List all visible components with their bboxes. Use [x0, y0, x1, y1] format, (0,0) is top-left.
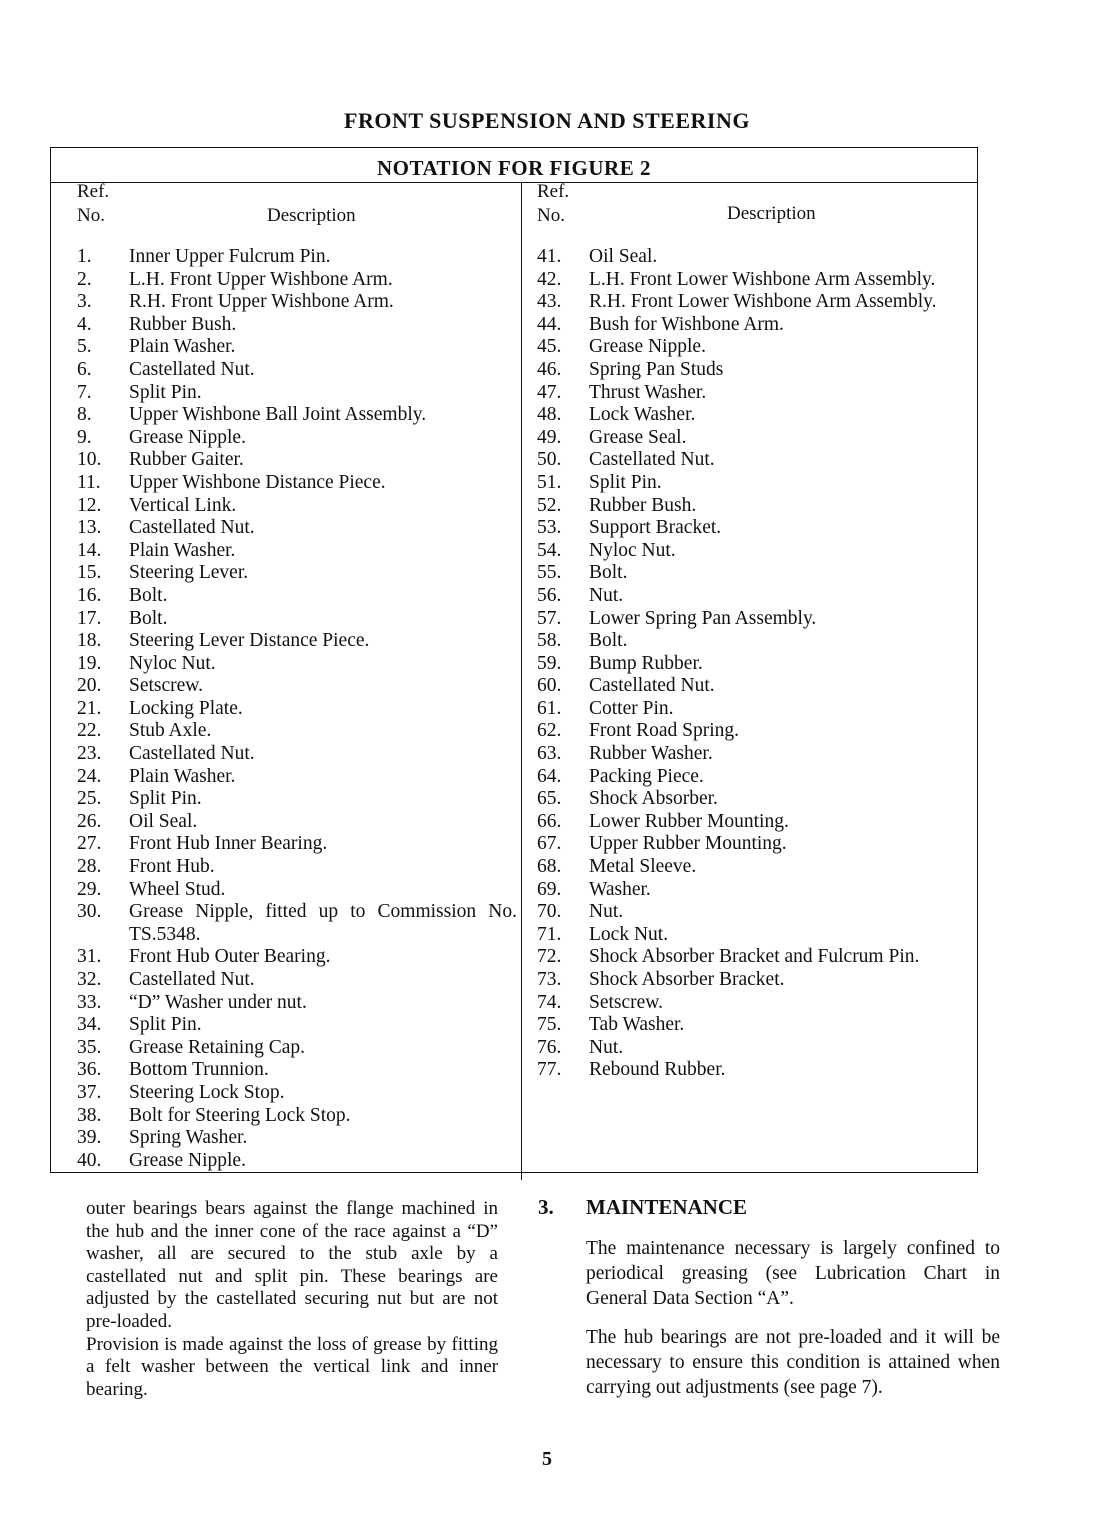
item-description: Lower Rubber Mounting.	[589, 810, 789, 832]
item-description: Nut.	[589, 1036, 624, 1058]
item-description: Lower Spring Pan Assembly.	[589, 607, 817, 629]
list-item	[77, 608, 517, 631]
page-title: FRONT SUSPENSION AND STEERING	[344, 108, 750, 133]
item-description: Thrust Washer.	[589, 381, 707, 403]
list-item	[77, 630, 517, 653]
list-item	[77, 585, 517, 608]
item-description: Rubber Bush.	[589, 494, 697, 516]
list-item	[77, 720, 517, 743]
item-number: 36.	[77, 1059, 102, 1081]
list-item	[77, 427, 517, 450]
item-number: 25.	[77, 788, 102, 810]
item-description: Front Hub.	[129, 856, 215, 878]
header-no: No.	[537, 205, 565, 226]
item-description: Bolt.	[129, 584, 168, 606]
list-item	[77, 404, 517, 427]
item-number: 42.	[537, 268, 562, 290]
item-number: 51.	[537, 471, 562, 493]
item-number: 19.	[77, 652, 102, 674]
page-number: 5	[542, 1448, 552, 1470]
item-number: 70.	[537, 901, 562, 923]
item-description: Castellated Nut.	[589, 449, 715, 471]
table-column-divider	[521, 182, 522, 1180]
item-number: 24.	[77, 765, 102, 787]
list-item	[537, 562, 967, 585]
item-number: 22.	[77, 720, 102, 742]
paragraph: outer bearings bears against the flange machined in the hub and the inner cone of the race against a “D” washer, all are secured to the stub axle by a castellated nut and split pin. These bearings are adjusted by the castellated securing nut but are not pre-loaded.	[86, 1198, 498, 1332]
item-number: 44.	[537, 313, 562, 335]
list-item	[537, 946, 967, 969]
notation-table	[50, 147, 978, 1173]
item-number: 4.	[77, 313, 92, 335]
item-description: Front Hub Inner Bearing.	[129, 833, 328, 855]
item-description: Setscrew.	[129, 675, 204, 697]
item-description: Bush for Wishbone Arm.	[589, 313, 784, 335]
item-description: Oil Seal.	[129, 810, 198, 832]
item-description: Steering Lever Distance Piece.	[129, 630, 370, 652]
item-description: Shock Absorber Bracket.	[589, 969, 785, 990]
item-description: Castellated Nut.	[589, 675, 715, 697]
item-number: 41.	[537, 246, 562, 267]
item-number: 2.	[77, 268, 92, 290]
item-description: Tab Washer.	[589, 1014, 685, 1036]
item-description: Inner Upper Fulcrum Pin.	[129, 246, 331, 267]
item-description: Split Pin.	[129, 788, 202, 810]
item-number: 55.	[537, 562, 562, 584]
item-number: 66.	[537, 810, 562, 832]
list-item	[537, 856, 967, 879]
item-number: 53.	[537, 517, 562, 539]
list-item	[537, 359, 967, 382]
list-item	[537, 766, 967, 789]
list-item	[537, 924, 967, 947]
item-description: Grease Nipple, fitted up to Commission No. TS.5348.	[129, 901, 517, 945]
paragraph: Provision is made against the loss of grease by fitting a felt washer between the vertical link and inner bearing.	[86, 1333, 498, 1400]
item-number: 72.	[537, 946, 562, 968]
item-number: 60.	[537, 675, 562, 697]
item-number: 30.	[77, 901, 102, 923]
item-number: 14.	[77, 539, 102, 561]
item-description: Split Pin.	[129, 381, 202, 403]
item-number: 12.	[77, 494, 102, 516]
item-number: 59.	[537, 652, 562, 674]
item-description: Grease Nipple.	[129, 426, 246, 448]
item-number: 7.	[77, 381, 92, 403]
list-item	[537, 1014, 967, 1037]
item-number: 48.	[537, 404, 562, 426]
item-number: 1.	[77, 246, 92, 267]
list-item	[77, 698, 517, 721]
list-item	[537, 291, 967, 314]
item-number: 57.	[537, 607, 562, 629]
item-description: Castellated Nut.	[129, 743, 255, 765]
item-number: 15.	[77, 562, 102, 584]
item-number: 39.	[77, 1127, 102, 1149]
list-item	[77, 540, 517, 563]
table-header-divider	[51, 182, 977, 183]
item-number: 62.	[537, 720, 562, 742]
list-item	[77, 946, 517, 969]
item-number: 68.	[537, 856, 562, 878]
list-item	[537, 992, 967, 1015]
list-item	[77, 811, 517, 834]
item-number: 58.	[537, 630, 562, 652]
item-number: 5.	[77, 336, 92, 358]
item-description: Rubber Gaiter.	[129, 449, 244, 471]
list-item	[537, 517, 967, 540]
list-item	[77, 1059, 517, 1082]
list-item	[537, 336, 967, 359]
item-number: 33.	[77, 991, 102, 1013]
list-item	[77, 879, 517, 902]
item-description: Packing Piece.	[589, 765, 704, 787]
item-number: 26.	[77, 810, 102, 832]
list-item	[77, 382, 517, 405]
item-description: Nut.	[589, 901, 624, 923]
list-item	[537, 314, 967, 337]
item-description: Split Pin.	[589, 471, 662, 493]
list-item	[77, 992, 517, 1015]
item-number: 77.	[537, 1059, 562, 1081]
item-description: Bolt.	[589, 630, 628, 652]
item-description: Steering Lock Stop.	[129, 1081, 285, 1103]
list-item	[537, 811, 967, 834]
list-item	[77, 314, 517, 337]
list-item	[77, 1127, 517, 1150]
list-item	[77, 495, 517, 518]
paragraph: The hub bearings are not pre-loaded and it will be necessary to ensure this condition is attained when carrying out adjustments (see page 7).	[586, 1327, 1000, 1398]
list-item	[537, 246, 967, 269]
list-item	[537, 449, 967, 472]
list-item	[77, 269, 517, 292]
item-number: 8.	[77, 404, 92, 426]
item-number: 38.	[77, 1104, 102, 1126]
item-description: Lock Nut.	[589, 923, 669, 945]
item-number: 35.	[77, 1036, 102, 1058]
list-item	[77, 449, 517, 472]
section-title: MAINTENANCE	[586, 1195, 748, 1219]
item-description: Grease Seal.	[589, 426, 687, 448]
item-description: Stub Axle.	[129, 720, 212, 742]
item-description: Castellated Nut.	[129, 517, 255, 539]
item-description: Rebound Rubber.	[589, 1059, 726, 1081]
item-number: 40.	[77, 1149, 102, 1171]
list-item	[77, 1082, 517, 1105]
list-item	[537, 608, 967, 631]
item-number: 20.	[77, 675, 102, 697]
notation-list-right	[537, 246, 967, 1082]
section-number: 3.	[538, 1195, 554, 1219]
item-number: 47.	[537, 381, 562, 403]
list-item	[77, 472, 517, 495]
item-number: 10.	[77, 449, 102, 471]
item-description: Upper Wishbone Ball Joint Assembly.	[129, 404, 427, 426]
list-item	[537, 1059, 967, 1082]
header-no: No.	[77, 205, 105, 226]
list-item	[537, 495, 967, 518]
item-number: 21.	[77, 697, 102, 719]
list-item	[77, 788, 517, 811]
item-number: 3.	[77, 291, 92, 313]
item-description: Metal Sleeve.	[589, 856, 697, 878]
item-description: Split Pin.	[129, 1014, 202, 1036]
list-item	[537, 698, 967, 721]
list-item	[77, 1014, 517, 1037]
item-description: Steering Lever.	[129, 562, 249, 584]
item-number: 31.	[77, 946, 102, 968]
item-description: Bottom Trunnion.	[129, 1059, 269, 1081]
list-item	[77, 291, 517, 314]
notation-list-left	[77, 246, 517, 1172]
item-number: 6.	[77, 358, 92, 380]
item-number: 76.	[537, 1036, 562, 1058]
item-description: Washer.	[589, 878, 651, 900]
item-description: Setscrew.	[589, 991, 664, 1013]
item-number: 29.	[77, 878, 102, 900]
item-number: 69.	[537, 878, 562, 900]
list-item	[537, 675, 967, 698]
item-number: 64.	[537, 765, 562, 787]
item-number: 45.	[537, 336, 562, 358]
list-item	[537, 743, 967, 766]
item-number: 27.	[77, 833, 102, 855]
item-number: 50.	[537, 449, 562, 471]
list-item	[77, 833, 517, 856]
list-item	[537, 653, 967, 676]
list-item	[77, 743, 517, 766]
item-description: Spring Washer.	[129, 1127, 248, 1149]
item-number: 13.	[77, 517, 102, 539]
list-item	[537, 720, 967, 743]
item-description: Grease Retaining Cap.	[129, 1036, 305, 1058]
list-item	[537, 585, 967, 608]
item-description: Nyloc Nut.	[589, 539, 676, 561]
item-number: 18.	[77, 630, 102, 652]
list-item	[77, 1037, 517, 1060]
list-item	[537, 540, 967, 563]
list-item	[537, 879, 967, 902]
item-number: 67.	[537, 833, 562, 855]
item-description: Rubber Washer.	[589, 743, 713, 765]
list-item	[537, 404, 967, 427]
item-description: Vertical Link.	[129, 494, 237, 516]
item-number: 32.	[77, 969, 102, 990]
maintenance-heading	[538, 1195, 747, 1220]
item-description: Front Road Spring.	[589, 720, 740, 742]
item-description: Castellated Nut.	[129, 358, 255, 380]
body-text-left	[86, 1198, 498, 1401]
item-description: Cotter Pin.	[589, 697, 674, 719]
item-number: 49.	[537, 426, 562, 448]
item-number: 74.	[537, 991, 562, 1013]
list-item	[537, 901, 967, 924]
item-number: 73.	[537, 969, 562, 990]
item-description: Spring Pan Studs	[589, 358, 724, 380]
item-number: 52.	[537, 494, 562, 516]
item-number: 75.	[537, 1014, 562, 1036]
item-description: Castellated Nut.	[129, 969, 255, 990]
list-item	[77, 856, 517, 879]
item-description: Plain Washer.	[129, 765, 236, 787]
item-description: L.H. Front Lower Wishbone Arm Assembly.	[589, 268, 936, 290]
item-description: Locking Plate.	[129, 697, 243, 719]
item-description: Bolt.	[129, 607, 168, 629]
list-item	[537, 788, 967, 811]
item-description: Upper Wishbone Distance Piece.	[129, 471, 386, 493]
header-description: Description	[727, 203, 816, 224]
item-number: 17.	[77, 607, 102, 629]
item-description: “D” Washer under nut.	[129, 991, 307, 1013]
item-number: 65.	[537, 788, 562, 810]
list-item	[77, 517, 517, 540]
item-description: L.H. Front Upper Wishbone Arm.	[129, 268, 393, 290]
list-item	[77, 562, 517, 585]
item-number: 71.	[537, 923, 562, 945]
list-item	[537, 1037, 967, 1060]
item-description: Oil Seal.	[589, 246, 658, 267]
item-number: 37.	[77, 1081, 102, 1103]
item-number: 56.	[537, 584, 562, 606]
item-description: Upper Rubber Mounting.	[589, 833, 787, 855]
item-description: Shock Absorber Bracket and Fulcrum Pin.	[589, 946, 920, 968]
item-description: Wheel Stud.	[129, 878, 226, 900]
item-number: 23.	[77, 743, 102, 765]
list-item	[77, 246, 517, 269]
list-item	[537, 427, 967, 450]
item-number: 9.	[77, 426, 92, 448]
list-item	[537, 472, 967, 495]
notation-title: NOTATION FOR FIGURE 2	[377, 156, 651, 180]
list-item	[77, 653, 517, 676]
list-item	[77, 675, 517, 698]
header-description: Description	[267, 205, 356, 226]
list-item	[77, 901, 517, 946]
item-number: 34.	[77, 1014, 102, 1036]
item-number: 28.	[77, 856, 102, 878]
item-description: R.H. Front Lower Wishbone Arm Assembly.	[589, 291, 937, 313]
item-number: 63.	[537, 743, 562, 765]
header-ref: Ref.	[77, 181, 110, 202]
list-item	[537, 269, 967, 292]
item-description: Plain Washer.	[129, 539, 236, 561]
item-description: Bolt.	[589, 562, 628, 584]
list-item	[77, 336, 517, 359]
list-item	[537, 630, 967, 653]
item-description: Plain Washer.	[129, 336, 236, 358]
header-ref: Ref.	[537, 181, 570, 202]
body-text-right	[586, 1236, 1000, 1414]
list-item	[77, 969, 517, 992]
item-description: Front Hub Outer Bearing.	[129, 946, 331, 968]
item-number: 61.	[537, 697, 562, 719]
item-description: Support Bracket.	[589, 517, 722, 539]
item-description: Bolt for Steering Lock Stop.	[129, 1104, 351, 1126]
item-number: 46.	[537, 358, 562, 380]
item-number: 43.	[537, 291, 562, 313]
item-number: 54.	[537, 539, 562, 561]
item-description: Grease Nipple.	[129, 1149, 246, 1171]
list-item	[77, 359, 517, 382]
item-description: Grease Nipple.	[589, 336, 706, 358]
list-item	[537, 833, 967, 856]
list-item	[537, 382, 967, 405]
item-description: Bump Rubber.	[589, 652, 703, 674]
item-description: R.H. Front Upper Wishbone Arm.	[129, 291, 394, 313]
item-description: Lock Washer.	[589, 404, 696, 426]
item-number: 11.	[77, 471, 101, 493]
list-item	[77, 1150, 517, 1173]
item-number: 16.	[77, 584, 102, 606]
item-description: Nut.	[589, 584, 624, 606]
list-item	[77, 766, 517, 789]
item-description: Rubber Bush.	[129, 313, 237, 335]
paragraph: The maintenance necessary is largely confined to periodical greasing (see Lubrication Chart in General Data Section “A”.	[586, 1238, 1000, 1309]
list-item	[537, 969, 967, 992]
list-item	[77, 1105, 517, 1128]
item-description: Shock Absorber.	[589, 788, 718, 810]
item-description: Nyloc Nut.	[129, 652, 216, 674]
